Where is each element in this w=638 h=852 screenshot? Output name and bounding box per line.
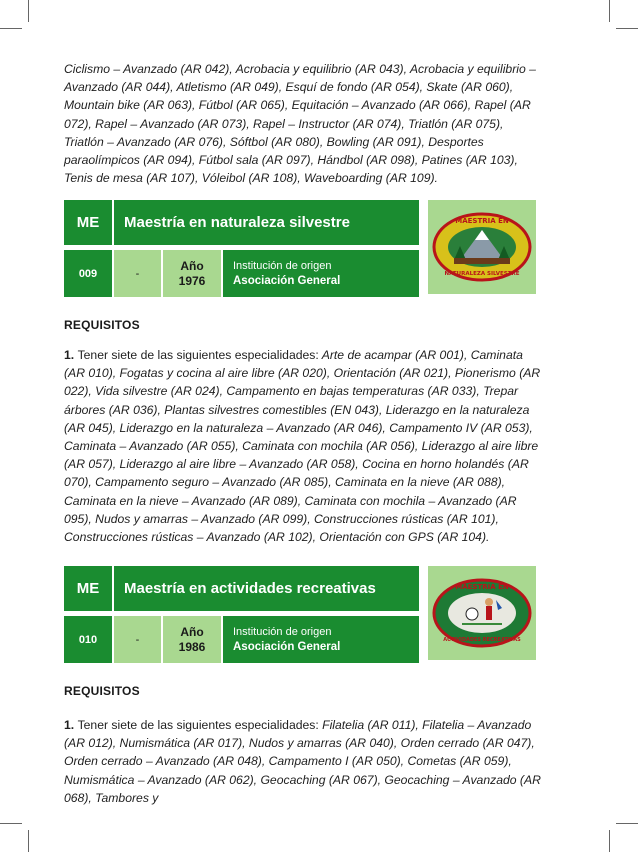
- section-dash: -: [114, 250, 161, 297]
- crop-mark: [609, 0, 610, 22]
- institution-value: Asociación General: [233, 640, 341, 653]
- patch-bottom-text: ACTIVIDADES RECREATIVAS: [443, 637, 521, 643]
- section-number: 010: [64, 616, 112, 663]
- patch-top-text: MAESTRIA EN: [455, 217, 509, 225]
- institution-label: Institución de origen: [233, 259, 332, 272]
- patch-image-box: [428, 200, 536, 294]
- crop-mark: [616, 823, 638, 824]
- year-label: Año: [180, 624, 204, 639]
- requirements-heading: REQUISITOS: [64, 318, 140, 332]
- requirement-list: Filatelia (AR 011), Filatelia – Avanzado (AR 012), Numismática (AR 017), Nudos y amarras (AR 040), Orden cerrado (AR 047), Orden cerrado – Avanzado (AR 048), Campamento I (AR 050), Cometas (AR 059), Numismática – Avanzado (AR 062), Geocaching (AR 067), Geocaching – Avanzado (AR 068), Tambores y: [64, 718, 541, 805]
- recreation-patch-icon: [432, 578, 532, 648]
- patch-image-box: [428, 566, 536, 660]
- institution-label: Institución de origen: [233, 625, 332, 638]
- section-dash: -: [114, 616, 161, 663]
- section-number: 009: [64, 250, 112, 297]
- crop-mark: [0, 823, 22, 824]
- section-title: Maestría en actividades recreativas: [114, 566, 419, 611]
- year-cell: [163, 616, 221, 663]
- crop-mark: [28, 0, 29, 22]
- continuation-paragraph: Ciclismo – Avanzado (AR 042), Acrobacia y equilibrio (AR 043), Acrobacia y equilibrio – Avanzado (AR 044), Atletismo (AR 049), Esquí de fondo (AR 054), Skate (AR 060), Mountain bike (AR 063), Fútbol (AR 065), Equitación – Avanzado (AR 066), Rapel (AR 072), Rapel – Avanzado (AR 073), Rapel – Instructor (AR 074), Triatlón (AR 075), Triatlón – Avanzado (AR 076), Sóftbol (AR 080), Bowling (AR 091), Desportes paraolímpicos (AR 094), Fútbol sala (AR 097), Hándbol (AR 098), Patines (AR 103), Tenis de mesa (AR 107), Vóleibol (AR 108), Waveboarding (AR 109).: [64, 62, 536, 186]
- patch-top-text: MAESTRIA EN: [455, 583, 509, 591]
- year-value: 1976: [178, 273, 206, 288]
- year-label: Año: [180, 258, 204, 273]
- crop-mark: [616, 28, 638, 29]
- crop-mark: [0, 28, 22, 29]
- year-cell: [163, 250, 221, 297]
- year-value: 1986: [178, 639, 206, 654]
- wilderness-patch-icon: [432, 212, 532, 282]
- requirement-number: 1.: [64, 348, 75, 362]
- section-code: ME: [64, 566, 112, 611]
- institution-cell: [223, 616, 419, 663]
- institution-cell: [223, 250, 419, 297]
- section-code: ME: [64, 200, 112, 245]
- requirement-number: 1.: [64, 718, 75, 732]
- crop-mark: [28, 830, 29, 852]
- requirement-lead: Tener siete de las siguientes especialidades:: [77, 348, 319, 362]
- requirements-heading: REQUISITOS: [64, 684, 140, 698]
- institution-value: Asociación General: [233, 274, 341, 287]
- patch-bottom-text: NATURALEZA SILVESTRE: [444, 271, 520, 277]
- requirement-lead: Tener siete de las siguientes especialidades:: [77, 718, 319, 732]
- requirement-item: [64, 716, 542, 807]
- requirement-list: Arte de acampar (AR 001), Caminata (AR 010), Fogatas y cocina al aire libre (AR 020), Orientación (AR 021), Pionerismo (AR 022), Vida silvestre (AR 024), Campamento en bajas temperaturas (AR 033), Trepar árbores (AR 036), Plantas silvestres comestibles (EN 043), Liderazgo en la naturaleza (AR 045), Liderazgo en la naturaleza – Avanzado (AR 046), Campamento IV (AR 053), Caminata – Avanzado (AR 055), Caminata con mochila (AR 056), Liderazgo al aire libre (AR 057), Liderazgo al aire libre – Avanzado (AR 058), Cocina en horno holandés (AR 070), Campamento seguro – Avanzado (AR 085), Caminata en la nieve (AR 088), Caminata en la nieve – Avanzado (AR 089), Caminata con mochila – Avanzado (AR 095), Nudos y amarras – Avanzado (AR 099), Construcciones rústicas (AR 101), Construcciones rústicas – Avanzado (AR 102), Orientación con GPS (AR 104).: [64, 348, 541, 545]
- crop-mark: [609, 830, 610, 852]
- section-title: Maestría en naturaleza silvestre: [114, 200, 419, 245]
- requirement-item: [64, 346, 542, 546]
